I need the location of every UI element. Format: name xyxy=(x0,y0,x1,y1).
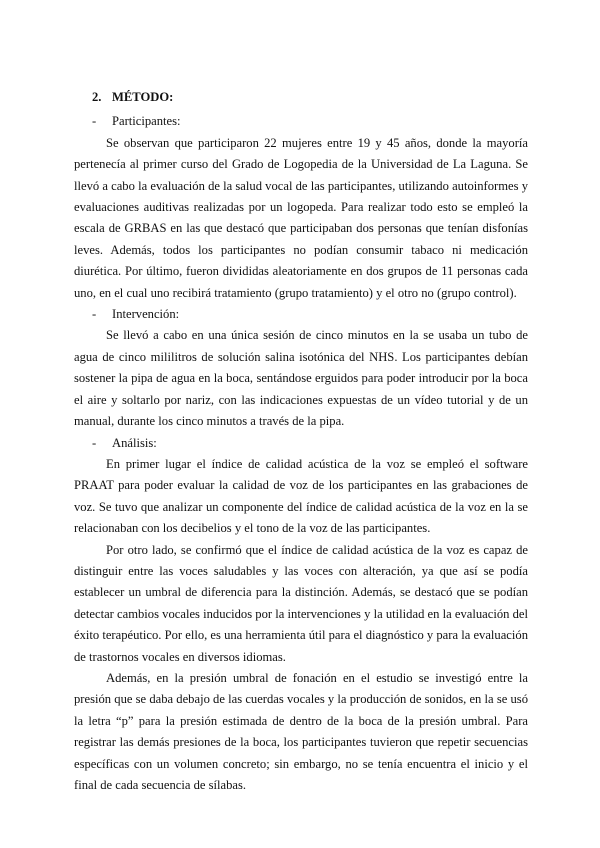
subsection-label-intervencion: Intervención: xyxy=(112,307,180,322)
bullet-marker: - xyxy=(92,114,97,129)
section-heading xyxy=(92,87,528,108)
paragraph-analisis-3: Además, en la presión umbral de fonación en el estudio se investigó entre la presión que se daba debajo de las cuerdas vocales y la producción de sonidos, en la se usó la letra “p” para la presión estimada de dentro de la boca de la presión umbral. Para registrar las demás presiones de la boca, los participantes tuvieron que repetir secuencias específicas con un volumen concreto; sin embargo, no se tenía encuentra el inicio y el final de cada secuencia de sílabas. xyxy=(74,670,528,792)
subsection-label-participantes: Participantes: xyxy=(112,114,181,129)
paragraph-intervencion: Se llevó a cabo en una única sesión de cinco minutos en la se usaba un tubo de agua de cinco mililitros de solución salina isotónica del NHS. Los participantes debían sostener la pipa de agua en la boca, sentándose erguidos para poder introducir por la boca el aire y soltarlo por nariz, con las indicaciones expuestas de un vídeo tutorial y de un manual, durante los cinco minutos a través de la pipa. xyxy=(74,328,528,429)
bullet-marker: - xyxy=(92,435,97,450)
section-title: MÉTODO: xyxy=(112,90,174,104)
paragraph-analisis-2: Por otro lado, se confirmó que el índice de calidad acústica de la voz es capaz de distinguir entre las voces saludables y las voces con alteración, ya que así se podía establecer un umbral de diferencia para la distinción. Además, se destacó que se podían detectar cambios vocales inducidos por la intervenciones y la utilidad en la evaluación del éxito terapéutico. Por ello, es una herramienta útil para el diagnóstico y para la evaluación de trastornos vocales en diversos idiomas. xyxy=(74,542,528,664)
subsection-label-analisis: Análisis: xyxy=(112,435,157,450)
subsection-analisis xyxy=(74,433,528,454)
bullet-marker: - xyxy=(92,307,97,322)
page-content xyxy=(74,87,528,796)
section-number: 2. xyxy=(92,90,102,104)
paragraph-participantes: Se observan que participaron 22 mujeres entre 19 y 45 años, donde la mayoría pertenecía al primer curso del Grado de Logopedia de la Universidad de La Laguna. Se llevó a cabo la evaluación de la salud vocal de las participantes, utilizando autoinformes y evaluaciones auditivas realizadas por un logopeda. Para realizar todo esto se empleó la escala de GRBAS en las que destacó que participaban dos personas que tenían disfonías leves. Además, todos los participantes no podían consumir tabaco ni medicación diurética. Por último, fueron divididas aleatoriamente en dos grupos de 11 personas cada uno, en el cual uno recibirá tratamiento (grupo tratamiento) y el otro no (grupo control). xyxy=(74,135,528,300)
paragraph-analisis-1: En primer lugar el índice de calidad acústica de la voz se empleó el software PRAAT para poder evaluar la calidad de voz de los participantes en las grabaciones de voz. Se tuvo que analizar un componente del índice de calidad acústica de la voz en la se relacionaban con los decibelios y el tono de la voz de las participantes. xyxy=(74,456,528,536)
subsection-participantes xyxy=(74,111,528,132)
subsection-intervencion xyxy=(74,304,528,325)
